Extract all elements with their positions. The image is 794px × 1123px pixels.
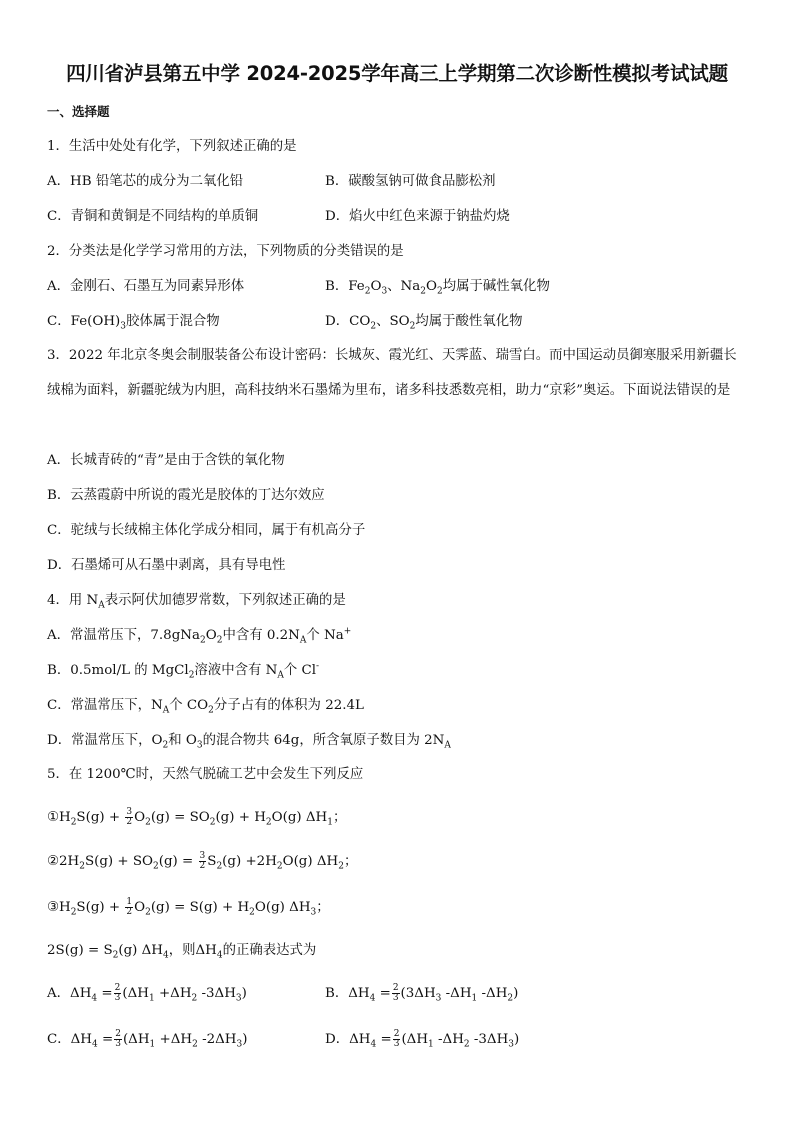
q4-option-b: B．0.5mol/L 的 MgCl$_2$溶液中含有 $N_A$个 Cl- — [47, 661, 320, 681]
fraction: $\frac{2}{3}$ — [393, 1029, 400, 1049]
q1-option-a: A．HB 铅笔芯的成分为二氧化铅 — [47, 174, 244, 189]
fraction: $\frac{1}{2}$ — [126, 897, 133, 917]
section-heading: 一、选择题 — [47, 104, 110, 119]
q2-option-b: B．$Fe_2O_3$、$Na_2O_2$均属于碱性氧化物 — [325, 279, 550, 297]
q5-reaction-4: $2S(g) = S_2(g)$ $\Delta H_4$，则$\Delta H_4$的正确表达式为 — [47, 943, 317, 961]
q1-option-b: B．碳酸氢钠可做食品膨松剂 — [325, 174, 496, 189]
q5-option-a: A．$\Delta H_4$ = $\frac{2}{3}$ ($\Delta H_1 +\Delta H_2$ $-3\Delta H_3$) — [47, 983, 247, 1004]
fraction: $\frac{2}{3}$ — [114, 983, 121, 1003]
fraction: $\frac{3}{2}$ — [126, 807, 133, 827]
q4-option-a: A．常温常压下，$7.8gNa_2O_2$中含有 $0.2N_A$个 Na+ — [47, 626, 352, 646]
q3-option-d: D．石墨烯可从石墨中剥离，具有导电性 — [47, 558, 286, 573]
fraction: $\frac{2}{3}$ — [392, 983, 399, 1003]
fraction: $\frac{3}{2}$ — [199, 851, 206, 871]
q5-option-c: C．$\Delta H_4$ = $\frac{2}{3}$ ($\Delta H_1 +\Delta H_2$ $-2\Delta H_3$) — [47, 1029, 248, 1050]
q3-option-c: C．驼绒与长绒棉主体化学成分相同，属于有机高分子 — [47, 523, 366, 538]
fraction: $\frac{2}{3}$ — [115, 1029, 121, 1049]
q2-option-c: C．$Fe(OH)_3$胶体属于混合物 — [47, 314, 220, 332]
q3-option-a: A．长城青砖的“青”是由于含铁的氧化物 — [47, 453, 285, 468]
q3-stem: 3．2022 年北京冬奥会制服装备公布设计密码：长城灰、霞光红、天霁蓝、瑞雪白。而中国运动员御寒服采用新疆长绒棉为面料，新疆驼绒为内胆，高科技纳米石墨烯为里布，诸多科技悉数亮相，助力“京彩”奥运。下面说法错误的是 — [47, 348, 737, 398]
q4-option-d: D．常温常压下，$O_2$和 $O_3$的混合物共 64g，所含氧原子数目为 $2N_A$ — [47, 733, 451, 751]
q2-option-d: D．$CO_2$、$SO_2$均属于酸性氧化物 — [325, 314, 523, 332]
q1-option-c: C．青铜和黄铜是不同结构的单质铜 — [47, 209, 259, 224]
page-title: 四川省泸县第五中学 2024-2025学年高三上学期第二次诊断性模拟考试试题 — [66, 62, 728, 85]
q2-option-a: A．金刚石、石墨互为同素异形体 — [47, 279, 245, 294]
q5-reaction-2: $②2H_2S(g) + SO_2(g)$ = $\frac{3}{2}$ $S_2(g) +2H_2O(g)$ $\Delta H_2$； — [47, 851, 358, 872]
q5-reaction-3: $③H_2S(g)$ + $\frac{1}{2}$ $O_2(g) = S(g) + H_2O(g)$ $\Delta H_3$； — [47, 897, 330, 918]
q2-stem: 2．分类法是化学学习常用的方法，下列物质的分类错误的是 — [47, 244, 404, 259]
q3-option-b: B．云蒸霞蔚中所说的霞光是胶体的丁达尔效应 — [47, 488, 325, 503]
q5-option-d: D．$\Delta H_4$ = $\frac{2}{3}$ ($\Delta H_1$ $-\Delta H_2$ $-3\Delta H_3$) — [325, 1029, 520, 1050]
q4-option-c: C．常温常压下，$N_A$个 $CO_2$分子占有的体积为 22.4L — [47, 698, 364, 716]
q5-option-b: B．$\Delta H_4$ = $\frac{2}{3}$ ($3\Delta H_3$ $-\Delta H_1$ $-\Delta H_2$) — [325, 983, 519, 1004]
q4-stem: 4．用 $N_A$表示阿伏加德罗常数，下列叙述正确的是 — [47, 593, 346, 611]
q5-stem: 5．在 1200℃时，天然气脱硫工艺中会发生下列反应 — [47, 767, 364, 782]
q1-stem: 1．生活中处处有化学，下列叙述正确的是 — [47, 139, 297, 154]
q5-reaction-1: $①H_2S(g)$ + $\frac{3}{2}$ $O_2(g) = SO_2(g) + H_2O(g)$ $\Delta H_1$； — [47, 807, 347, 828]
q1-option-d: D．焰火中红色来源于钠盐灼烧 — [325, 209, 510, 224]
